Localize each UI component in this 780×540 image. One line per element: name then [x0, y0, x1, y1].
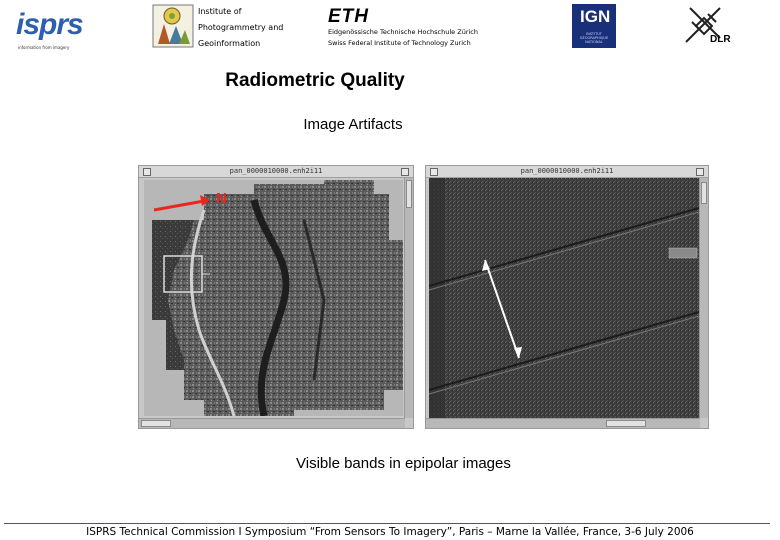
- window-title: pan_0000010000.enh2i11: [520, 167, 614, 175]
- institute-emblem-icon: [152, 4, 194, 48]
- ign-logo-letters: IGN: [580, 7, 611, 26]
- isprs-logo-text: isprs: [16, 8, 83, 41]
- horizontal-scrollbar[interactable]: [139, 418, 405, 428]
- vertical-scrollbar[interactable]: [404, 178, 413, 418]
- north-arrow-label: N: [216, 190, 227, 207]
- epipolar-image: [429, 178, 699, 418]
- mosaic-image: [144, 180, 403, 416]
- institute-line-1: Institute of: [198, 7, 242, 16]
- footer-text: ISPRS Technical Commission I Symposium “From Sensors To Imagery”, Paris – Marne la Vallée, France, 3-6 July 2006: [86, 526, 694, 538]
- eth-logo: ETH: [328, 6, 369, 27]
- image-window-right: [425, 165, 709, 429]
- eth-name-german: Eidgenössische Technische Hochschule Zürich: [328, 28, 478, 36]
- window-title: pan_0000010000.enh2i11: [229, 167, 323, 175]
- window-zoom-icon[interactable]: [696, 168, 704, 176]
- slide-subtitle: Image Artifacts: [303, 116, 403, 133]
- epipolar-image-content: [429, 178, 699, 418]
- eth-name-english: Swiss Federal Institute of Technology Zurich: [328, 39, 471, 47]
- window-title-bar[interactable]: [426, 166, 708, 178]
- isprs-logo: [12, 8, 84, 50]
- horizontal-scrollbar[interactable]: [426, 418, 700, 428]
- dlr-logo-text: DLR: [710, 34, 731, 45]
- institute-line-3: Geoinformation: [198, 39, 261, 48]
- window-close-icon[interactable]: [430, 168, 438, 176]
- image-window-left: [138, 165, 414, 429]
- ign-logo: [572, 4, 616, 48]
- ign-logo-subtitle: INSTITUT GÉOGRAPHIQUE NATIONAL: [579, 32, 609, 44]
- footer-divider: [4, 523, 770, 524]
- figure-caption: Visible bands in epipolar images: [296, 455, 511, 472]
- window-title-bar[interactable]: [139, 166, 413, 178]
- window-close-icon[interactable]: [143, 168, 151, 176]
- institute-line-2: Photogrammetry and: [198, 23, 284, 32]
- scrollbar-thumb[interactable]: [406, 180, 412, 208]
- scrollbar-thumb[interactable]: [701, 182, 707, 204]
- window-zoom-icon[interactable]: [401, 168, 409, 176]
- vertical-scrollbar[interactable]: [699, 178, 708, 418]
- slide-title: Radiometric Quality: [225, 70, 405, 91]
- scrollbar-thumb[interactable]: [141, 420, 171, 427]
- scrollbar-thumb[interactable]: [606, 420, 646, 427]
- isprs-tagline: information from imagery: [18, 45, 70, 50]
- orthoimage-mosaic: [144, 180, 403, 416]
- institute-name: [198, 4, 283, 52]
